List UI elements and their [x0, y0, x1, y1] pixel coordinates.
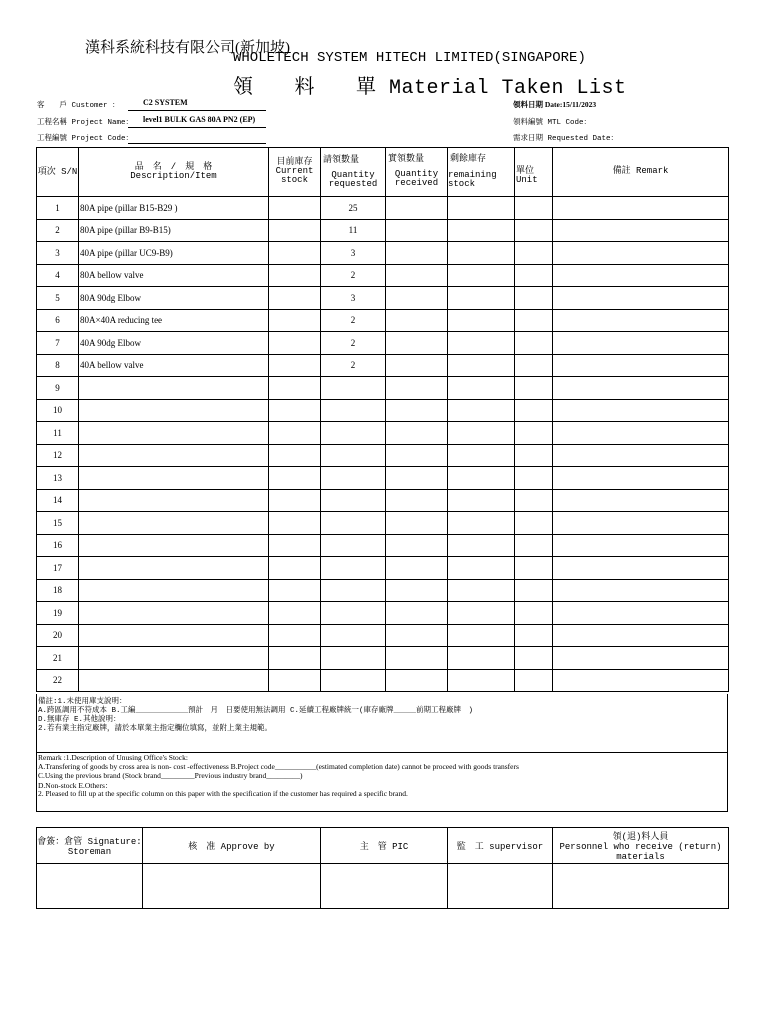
description-cell[interactable]: 80A×40A reducing tee — [79, 309, 269, 332]
description-cell[interactable]: 80A bellow valve — [79, 264, 269, 287]
description-cell[interactable] — [79, 399, 269, 422]
current-stock-cell[interactable] — [269, 197, 321, 220]
sig-pic-field[interactable] — [321, 864, 448, 909]
quantity-received-cell[interactable] — [386, 242, 448, 265]
company-name-cn: 漢科系統科技有限公司(新加坡) — [85, 40, 290, 56]
description-cell[interactable] — [79, 647, 269, 670]
remark-en-line3: C.Using the previous brand (Stock brand_________Previous industry brand_________) — [38, 771, 303, 780]
current-stock-cell[interactable] — [269, 579, 321, 602]
unit-cell[interactable] — [515, 557, 553, 580]
current-stock-cell[interactable] — [269, 219, 321, 242]
sn-cell: 13 — [37, 467, 79, 490]
quantity-received-cell[interactable] — [386, 444, 448, 467]
remark-cell[interactable] — [553, 602, 729, 625]
remark-cn-line4: 2.若有業主指定廠牌，請於本單業主指定欄位填寫，並附上業主規範。 — [38, 725, 272, 733]
quantity-requested-cell[interactable] — [321, 444, 386, 467]
table-row — [37, 219, 729, 242]
remark-cn-line2: A.跨區調用不符成本 B.工編＿＿＿＿＿＿＿預計 月 日要使用無法調用 C.延續工程廠牌統一(庫存廠牌＿＿＿前期工程廠牌 ) — [38, 707, 474, 715]
sn-cell: 4 — [37, 264, 79, 287]
description-cell[interactable] — [79, 377, 269, 400]
unit-cell[interactable] — [515, 624, 553, 647]
remaining-stock-cell[interactable] — [448, 242, 515, 265]
current-stock-cell[interactable] — [269, 264, 321, 287]
quantity-requested-cell[interactable]: 2 — [321, 264, 386, 287]
description-cell[interactable] — [79, 489, 269, 512]
description-cell[interactable] — [79, 669, 269, 692]
sn-cell: 5 — [37, 287, 79, 310]
table-row — [37, 422, 729, 445]
customer-value: C2 SYSTEM — [143, 98, 188, 107]
unit-cell[interactable] — [515, 444, 553, 467]
quantity-requested-cell[interactable] — [321, 669, 386, 692]
current-stock-cell[interactable] — [269, 399, 321, 422]
quantity-requested-cell[interactable] — [321, 579, 386, 602]
sig-supervisor-field[interactable] — [448, 864, 553, 909]
remaining-stock-cell[interactable] — [448, 647, 515, 670]
table-row — [37, 242, 729, 265]
remaining-stock-cell[interactable] — [448, 309, 515, 332]
remaining-stock-cell[interactable] — [448, 512, 515, 535]
quantity-received-cell[interactable] — [386, 332, 448, 355]
remark-cn-line3: D.無庫存 E.其他說明： — [38, 716, 121, 724]
remark-cell[interactable] — [553, 534, 729, 557]
sn-cell: 15 — [37, 512, 79, 535]
quantity-received-cell[interactable] — [386, 287, 448, 310]
description-cell[interactable] — [79, 602, 269, 625]
remaining-stock-cell[interactable] — [448, 669, 515, 692]
table-row — [37, 377, 729, 400]
remark-cell[interactable] — [553, 197, 729, 220]
unit-cell[interactable] — [515, 602, 553, 625]
current-stock-cell[interactable] — [269, 377, 321, 400]
col-quantity-received: 實領數量 Quantity received — [386, 148, 448, 197]
requested-date-label: 需求日期 Requested Date： — [513, 135, 619, 143]
unit-cell[interactable] — [515, 647, 553, 670]
table-row — [37, 624, 729, 647]
description-cell[interactable]: 80A 90dg Elbow — [79, 287, 269, 310]
customer-underline — [128, 110, 266, 111]
table-row — [37, 444, 729, 467]
quantity-requested-cell[interactable]: 2 — [321, 354, 386, 377]
table-row — [37, 197, 729, 220]
table-row — [37, 264, 729, 287]
remark-cell[interactable] — [553, 264, 729, 287]
remark-cell[interactable] — [553, 647, 729, 670]
remark-cell[interactable] — [553, 309, 729, 332]
remark-cell[interactable] — [553, 219, 729, 242]
unit-cell[interactable] — [515, 669, 553, 692]
current-stock-cell[interactable] — [269, 332, 321, 355]
sn-cell: 14 — [37, 489, 79, 512]
quantity-requested-cell[interactable] — [321, 602, 386, 625]
remark-cell[interactable] — [553, 579, 729, 602]
remaining-stock-cell[interactable] — [448, 579, 515, 602]
description-cell[interactable] — [79, 422, 269, 445]
sig-pic-header: 主 管 PIC — [321, 828, 448, 864]
quantity-received-cell[interactable] — [386, 264, 448, 287]
sn-cell: 3 — [37, 242, 79, 265]
quantity-requested-cell[interactable] — [321, 512, 386, 535]
quantity-requested-cell[interactable] — [321, 624, 386, 647]
col-remaining-stock: 剩餘庫存 remaining stock — [448, 148, 515, 197]
sn-cell: 18 — [37, 579, 79, 602]
quantity-requested-cell[interactable] — [321, 377, 386, 400]
remaining-stock-cell[interactable] — [448, 377, 515, 400]
remaining-stock-cell[interactable] — [448, 399, 515, 422]
quantity-requested-cell[interactable] — [321, 647, 386, 670]
unit-cell[interactable] — [515, 242, 553, 265]
current-stock-cell[interactable] — [269, 489, 321, 512]
unit-cell[interactable] — [515, 534, 553, 557]
sn-cell: 8 — [37, 354, 79, 377]
table-header-row — [37, 148, 729, 197]
remark-cell[interactable] — [553, 669, 729, 692]
quantity-received-cell[interactable] — [386, 624, 448, 647]
remaining-stock-cell[interactable] — [448, 489, 515, 512]
remaining-stock-cell[interactable] — [448, 557, 515, 580]
table-row — [37, 287, 729, 310]
table-row — [37, 534, 729, 557]
remark-cell[interactable] — [553, 399, 729, 422]
remaining-stock-cell[interactable] — [448, 354, 515, 377]
table-row — [37, 557, 729, 580]
remaining-stock-cell[interactable] — [448, 287, 515, 310]
quantity-requested-cell[interactable] — [321, 467, 386, 490]
description-cell[interactable] — [79, 444, 269, 467]
remaining-stock-cell[interactable] — [448, 444, 515, 467]
current-stock-cell[interactable] — [269, 602, 321, 625]
remaining-stock-cell[interactable] — [448, 467, 515, 490]
current-stock-cell[interactable] — [269, 242, 321, 265]
sig-approve-header: 核 准 Approve by — [143, 828, 321, 864]
form-title: 領 料 單 Material Taken List — [233, 77, 627, 100]
remark-cell[interactable] — [553, 624, 729, 647]
quantity-received-cell[interactable] — [386, 309, 448, 332]
current-stock-cell[interactable] — [269, 354, 321, 377]
current-stock-cell[interactable] — [269, 287, 321, 310]
project-name-label: 工程名稱 Project Name： — [37, 119, 134, 127]
unit-cell[interactable] — [515, 219, 553, 242]
remark-cell[interactable] — [553, 332, 729, 355]
quantity-received-cell[interactable] — [386, 669, 448, 692]
quantity-received-cell[interactable] — [386, 399, 448, 422]
sig-storeman-header: 會簽：倉管 Signature: Storeman — [37, 828, 143, 864]
quantity-requested-cell[interactable] — [321, 557, 386, 580]
sn-cell: 12 — [37, 444, 79, 467]
remark-cell[interactable] — [553, 422, 729, 445]
quantity-received-cell[interactable] — [386, 579, 448, 602]
col-sn: 項次 S/N — [37, 148, 79, 197]
quantity-received-cell[interactable] — [386, 534, 448, 557]
sn-cell: 19 — [37, 602, 79, 625]
sn-cell: 6 — [37, 309, 79, 332]
current-stock-cell[interactable] — [269, 309, 321, 332]
quantity-received-cell[interactable] — [386, 602, 448, 625]
remark-en-line2: A.Transfering of goods by cross area is non- cost -effectiveness B.Project code___________(estimated completion date) cannot be proceed with goods transfers — [38, 762, 519, 771]
current-stock-cell[interactable] — [269, 647, 321, 670]
quantity-requested-cell[interactable]: 3 — [321, 242, 386, 265]
quantity-received-cell[interactable] — [386, 467, 448, 490]
unit-cell[interactable] — [515, 287, 553, 310]
project-name-value: level1 BULK GAS 80A PN2 (EP) — [143, 115, 256, 124]
sig-receiver-header: 領(退)料人員 Personnel who receive (return) materials — [553, 828, 729, 864]
quantity-requested-cell[interactable]: 2 — [321, 332, 386, 355]
table-row — [37, 399, 729, 422]
remaining-stock-cell[interactable] — [448, 332, 515, 355]
remarks-en-box — [36, 752, 728, 812]
quantity-requested-cell[interactable] — [321, 489, 386, 512]
unit-cell[interactable] — [515, 354, 553, 377]
sn-cell: 7 — [37, 332, 79, 355]
sn-cell: 11 — [37, 422, 79, 445]
quantity-requested-cell[interactable] — [321, 422, 386, 445]
col-current-stock: 目前庫存 Current stock — [269, 148, 321, 197]
description-cell[interactable] — [79, 534, 269, 557]
table-row — [37, 579, 729, 602]
sn-cell: 1 — [37, 197, 79, 220]
table-row — [37, 669, 729, 692]
sn-cell: 10 — [37, 399, 79, 422]
quantity-requested-cell[interactable] — [321, 399, 386, 422]
table-row — [37, 332, 729, 355]
sig-receiver-field[interactable] — [553, 864, 729, 909]
current-stock-cell[interactable] — [269, 512, 321, 535]
remark-cell[interactable] — [553, 444, 729, 467]
remark-cell[interactable] — [553, 287, 729, 310]
remark-cell[interactable] — [553, 242, 729, 265]
unit-cell[interactable] — [515, 467, 553, 490]
col-remark: 備註 Remark — [553, 148, 729, 197]
remaining-stock-cell[interactable] — [448, 219, 515, 242]
description-cell[interactable]: 40A 90dg Elbow — [79, 332, 269, 355]
description-cell[interactable]: 80A pipe (pillar B15-B29 ) — [79, 197, 269, 220]
remarks-cn-box — [36, 694, 728, 753]
description-cell[interactable] — [79, 512, 269, 535]
sig-supervisor-header: 監 工 supervisor — [448, 828, 553, 864]
sig-approve-field[interactable] — [143, 864, 321, 909]
current-stock-cell[interactable] — [269, 669, 321, 692]
sn-cell: 20 — [37, 624, 79, 647]
unit-cell[interactable] — [515, 422, 553, 445]
quantity-received-cell[interactable] — [386, 219, 448, 242]
current-stock-cell[interactable] — [269, 422, 321, 445]
unit-cell[interactable] — [515, 309, 553, 332]
quantity-requested-cell[interactable]: 25 — [321, 197, 386, 220]
quantity-received-cell[interactable] — [386, 557, 448, 580]
sn-cell: 21 — [37, 647, 79, 670]
table-row — [37, 354, 729, 377]
remark-cell[interactable] — [553, 557, 729, 580]
remark-en-line4: D.Non-stock E.Others： — [38, 781, 113, 790]
description-cell[interactable] — [79, 579, 269, 602]
sn-cell: 9 — [37, 377, 79, 400]
table-row — [37, 309, 729, 332]
project-name-underline — [128, 127, 266, 128]
table-row — [37, 467, 729, 490]
description-cell[interactable]: 40A pipe (pillar UC9-B9) — [79, 242, 269, 265]
table-row — [37, 512, 729, 535]
material-table — [36, 147, 729, 692]
remark-cell[interactable] — [553, 467, 729, 490]
col-unit: 單位Unit — [515, 148, 553, 197]
remaining-stock-cell[interactable] — [448, 264, 515, 287]
signature-table — [36, 827, 729, 909]
remark-cell[interactable] — [553, 512, 729, 535]
table-row — [37, 489, 729, 512]
unit-cell[interactable] — [515, 377, 553, 400]
remark-en-line5: 2. Pleased to fill up at the specific column on this paper with the specification if the customer has required a specific brand. — [38, 789, 408, 798]
project-code-label: 工程編號 Project Code： — [37, 135, 134, 143]
mtl-code-label: 領料編號 MTL Code： — [513, 119, 592, 127]
table-row — [37, 602, 729, 625]
quantity-requested-cell[interactable]: 11 — [321, 219, 386, 242]
date-label: 領料日期 Date:15/11/2023 — [513, 100, 597, 109]
col-quantity-requested: 請領數量 Quantity requested — [321, 148, 386, 197]
customer-label: 客 戶 Customer ： — [37, 102, 120, 110]
sn-cell: 17 — [37, 557, 79, 580]
remark-cell[interactable] — [553, 354, 729, 377]
description-cell[interactable] — [79, 624, 269, 647]
table-row — [37, 647, 729, 670]
quantity-requested-cell[interactable]: 2 — [321, 309, 386, 332]
remaining-stock-cell[interactable] — [448, 197, 515, 220]
description-cell[interactable] — [79, 557, 269, 580]
current-stock-cell[interactable] — [269, 557, 321, 580]
remaining-stock-cell[interactable] — [448, 534, 515, 557]
unit-cell[interactable] — [515, 399, 553, 422]
remark-cell[interactable] — [553, 489, 729, 512]
remark-en-line1: Remark :1.Description of Unusing Office's Stock: — [38, 753, 188, 762]
quantity-received-cell[interactable] — [386, 489, 448, 512]
remark-cn-line1: 備註:1.未使用庫支說明： — [38, 698, 127, 706]
quantity-received-cell[interactable] — [386, 377, 448, 400]
remaining-stock-cell[interactable] — [448, 624, 515, 647]
sn-cell: 2 — [37, 219, 79, 242]
quantity-received-cell[interactable] — [386, 422, 448, 445]
remaining-stock-cell[interactable] — [448, 602, 515, 625]
current-stock-cell[interactable] — [269, 624, 321, 647]
unit-cell[interactable] — [515, 332, 553, 355]
unit-cell[interactable] — [515, 489, 553, 512]
quantity-requested-cell[interactable]: 3 — [321, 287, 386, 310]
quantity-received-cell[interactable] — [386, 512, 448, 535]
description-cell[interactable] — [79, 467, 269, 490]
unit-cell[interactable] — [515, 512, 553, 535]
quantity-received-cell[interactable] — [386, 647, 448, 670]
description-cell[interactable]: 40A bellow valve — [79, 354, 269, 377]
remaining-stock-cell[interactable] — [448, 422, 515, 445]
unit-cell[interactable] — [515, 197, 553, 220]
quantity-received-cell[interactable] — [386, 197, 448, 220]
col-description: 品 名 / 規 格 Description/Item — [79, 148, 269, 197]
unit-cell[interactable] — [515, 579, 553, 602]
project-code-underline — [128, 143, 266, 144]
sn-cell: 16 — [37, 534, 79, 557]
remark-cell[interactable] — [553, 377, 729, 400]
quantity-requested-cell[interactable] — [321, 534, 386, 557]
sig-storeman-field[interactable] — [37, 864, 143, 909]
current-stock-cell[interactable] — [269, 534, 321, 557]
description-cell[interactable]: 80A pipe (pillar B9-B15) — [79, 219, 269, 242]
current-stock-cell[interactable] — [269, 467, 321, 490]
quantity-received-cell[interactable] — [386, 354, 448, 377]
company-name-en: WHOLETECH SYSTEM HITECH LIMITED(SINGAPORE) — [233, 50, 586, 66]
sn-cell: 22 — [37, 669, 79, 692]
unit-cell[interactable] — [515, 264, 553, 287]
current-stock-cell[interactable] — [269, 444, 321, 467]
